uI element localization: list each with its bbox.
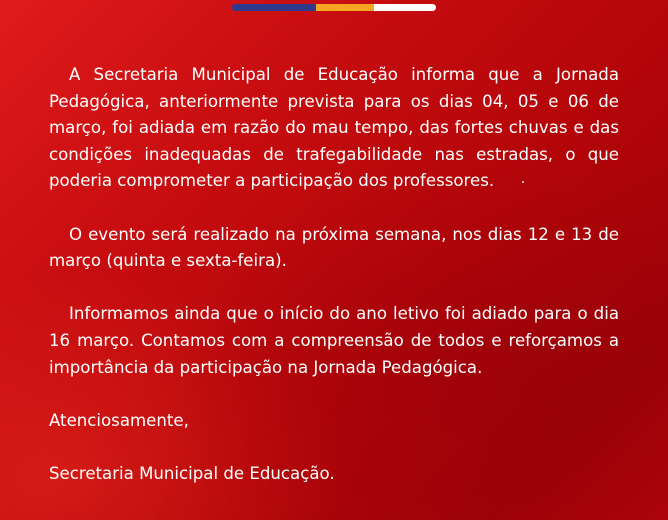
notice-paragraph-new-dates: O evento será realizado na próxima semana, nos dias 12 e 13 de março (quinta e sexta-feira). xyxy=(49,224,619,271)
notice-paragraph-school-year: Informamos ainda que o início do ano letivo foi adiado para o dia 16 março. Contamos com a compreensão de todos e reforçamos a importância da participação na Jornada Pedagógica. xyxy=(49,304,619,377)
notice-body xyxy=(49,62,619,514)
brand-bar-orange-segment xyxy=(316,4,374,11)
decorative-dot xyxy=(522,181,524,183)
brand-bar-blue-segment xyxy=(232,4,316,11)
notice-paragraph-postponement xyxy=(49,62,619,195)
brand-color-bar xyxy=(232,4,436,11)
notice-closing: Atenciosamente, xyxy=(49,410,189,430)
notice-signature: Secretaria Municipal de Educação. xyxy=(49,463,335,483)
brand-bar-white-segment xyxy=(374,4,436,11)
notice-paragraph-postponement-text: A Secretaria Municipal de Educação informa que a Jornada Pedagógica, anteriormente prevista para os dias 04, 05 e 06 de março, foi adiada em razão do mau tempo, das fortes chuvas e das condições inadequadas de trafegabilidade nas estradas, o que poderia comprometer a participação dos professores. xyxy=(49,65,619,191)
